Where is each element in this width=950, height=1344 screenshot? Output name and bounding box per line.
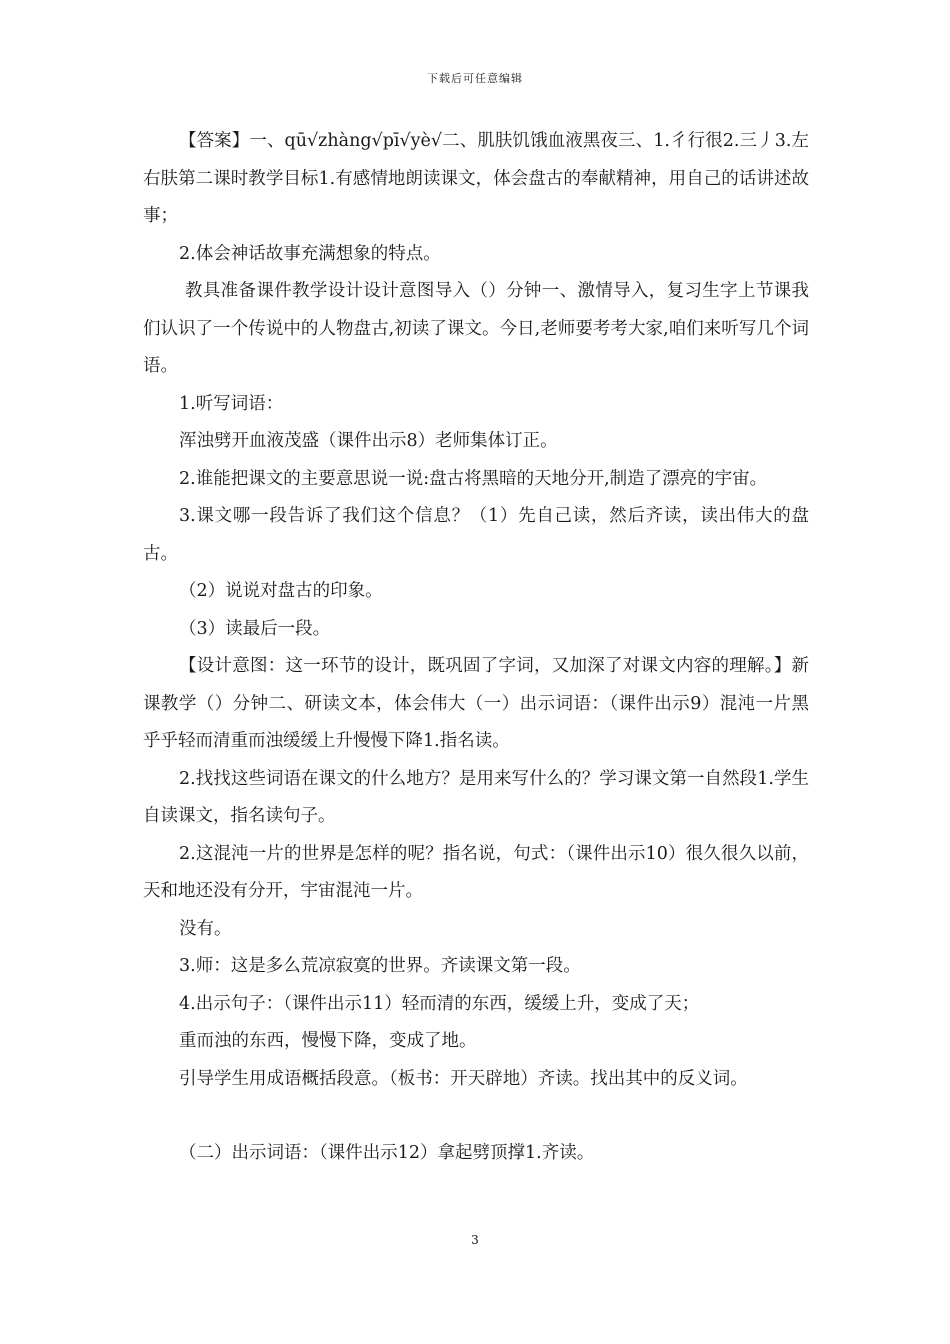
paragraph-idiom-summary: 引导学生用成语概括段意。（板书：开天辟地）齐读。找出其中的反义词。 [179,1068,748,1089]
document-body [143,123,809,1173]
paragraph-main-idea: 2.谁能把课文的主要意思说一说:盘古将黑暗的天地分开,制造了漂亮的宇宙。 [179,468,768,489]
paragraph-teacher: 3.师：这是多么荒凉寂寞的世界。齐读课文第一段。 [179,956,581,976]
page-number: 3 [471,1233,479,1247]
paragraph-heavy-turbid: 重而浊的东西，慢慢下降，变成了地。 [179,1031,477,1051]
paragraph-dictation-words: 浑浊劈开血液茂盛（课件出示8）老师集体订正。 [179,431,558,451]
paragraph-find-words: 2.找找这些词语在课文的什么地方？是用来写什么的？学习课文第一自然段1.学生自读课文，指名读句子。 [143,768,809,826]
paragraph-chaos-world: 2.这混沌一片的世界是怎样的呢？指名说，句式：（课件出示10）很久很久以前，天和地还没有分开，宇宙混沌一片。 [143,843,809,901]
paragraph-last-section: （3）读最后一段。 [179,618,331,639]
paragraph-none: 没有。 [179,918,232,939]
paragraph-show-words-2: （二）出示词语：（课件出示12）拿起劈顶撑1.齐读。 [179,1143,595,1163]
page-header: 下载后可任意编辑 [427,72,523,85]
paragraph-design-intent: 【设计意图：这一环节的设计，既巩固了字词，又加深了对课文内容的理解。】新课教学（）分钟二、研读文本，体会伟大（一）出示词语：（课件出示9）混沌一片黑乎乎轻而清重而浊缓缓上升慢慢下降1.指名读。 [143,656,809,751]
paragraph-impression: （2）说说对盘古的印象。 [179,581,383,601]
paragraph-show-sentence: 4.出示句子：（课件出示11）轻而清的东西，缓缓上升，变成了天； [179,993,700,1014]
paragraph-dictation: 1.听写词语： [179,393,284,414]
paragraph-answer: 【答案】一、qū√zhàng√pī√yè√二、肌肤饥饿血液黑夜三、1.彳行很2.三丿3.左右肤第二课时教学目标1.有感情地朗读课文，体会盘古的奉献精神，用自己的话讲述故事； [143,131,809,226]
paragraph-objective-2: 2.体会神话故事充满想象的特点。 [179,243,441,264]
paragraph-teaching-prep: 教具准备课件教学设计设计意图导入（）分钟一、激情导入，复习生字上节课我们认识了一个传说中的人物盘古,初读了课文。今日,老师要考考大家,咱们来听写几个词语。 [143,281,809,376]
paragraph-which-section: 3.课文哪一段告诉了我们这个信息？（1）先自己读，然后齐读，读出伟大的盘古。 [143,506,809,564]
